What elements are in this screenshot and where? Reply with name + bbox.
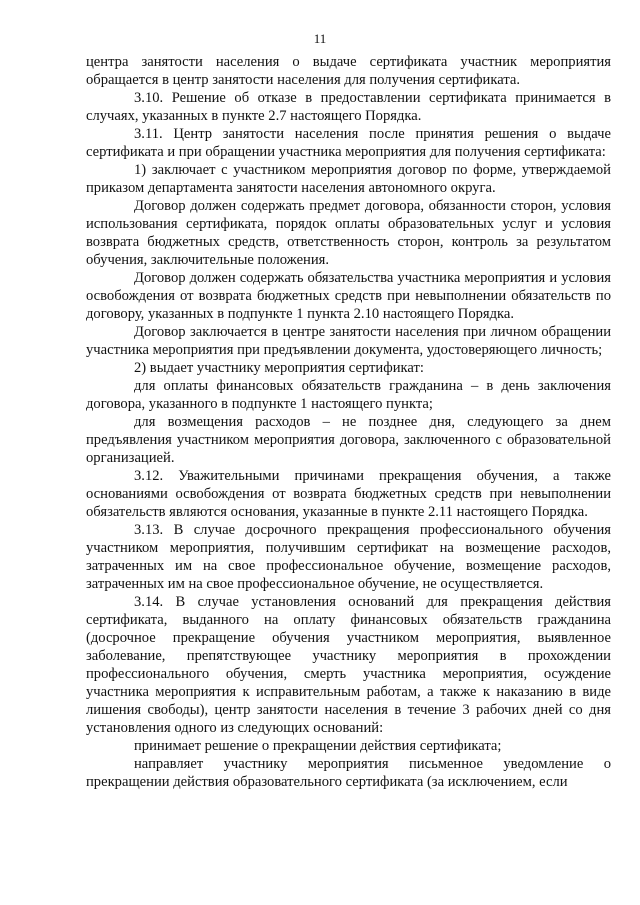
paragraph: для оплаты финансовых обязательств гражданина – в день заключения договора, указанного в подпункте 1 настоящего пункта; xyxy=(86,378,611,412)
paragraph: для возмещения расходов – не позднее дня, следующего за днем предъявления участником мероприятия договора, заключенного с образовательной организацией. xyxy=(86,414,611,466)
paragraph: 3.10. Решение об отказе в предоставлении сертификата принимается в случаях, указанных в пункте 2.7 настоящего Порядка. xyxy=(86,90,611,124)
document-body xyxy=(86,53,611,791)
paragraph: Договор должен содержать обязательства участника мероприятия и условия освобождения от возврата бюджетных средств при невыполнении обязательств по договору, указанных в подпункте 1 пункта 2.10 настоящего Порядка. xyxy=(86,270,611,322)
paragraph: 3.12. Уважительными причинами прекращения обучения, а также основаниями освобождения от возврата бюджетных средств при невыполнении обязательств являются основания, указанные в пункте 2.11 настоящего Порядка. xyxy=(86,468,611,520)
paragraph: центра занятости населения о выдаче сертификата участник мероприятия обращается в центр занятости населения для получения сертификата. xyxy=(86,54,611,88)
paragraph: принимает решение о прекращении действия сертификата; xyxy=(134,738,502,754)
paragraph: направляет участнику мероприятия письменное уведомление о прекращении действия образовательного сертификата (за исключением, если xyxy=(86,756,611,790)
paragraph: 1) заключает с участником мероприятия договор по форме, утверждаемой приказом департамента занятости населения автономного округа. xyxy=(86,162,611,196)
paragraph: 3.11. Центр занятости населения после принятия решения о выдаче сертификата и при обращении участника мероприятия для получения сертификата: xyxy=(86,126,611,160)
paragraph: 2) выдает участнику мероприятия сертификат: xyxy=(134,360,424,376)
paragraph: Договор должен содержать предмет договора, обязанности сторон, условия использования сертификата, порядок оплаты образовательных услуг и условия возврата бюджетных средств, ответственность сторон, контроль за результатом обучения, заключительные положения. xyxy=(86,198,611,268)
paragraph: Договор заключается в центре занятости населения при личном обращении участника мероприятия при предъявлении документа, удостоверяющего личность; xyxy=(86,324,611,358)
paragraph: 3.13. В случае досрочного прекращения профессионального обучения участником мероприятия, получившим сертификат на возмещение расходов, затраченных им на свое профессиональное обучение, возмещение расходов, затраченных им на свое профессиональное обучение, не осуществляется. xyxy=(86,522,611,592)
page-number: 11 xyxy=(313,31,327,46)
paragraph: 3.14. В случае установления оснований для прекращения действия сертификата, выданного на оплату финансовых обязательств гражданина (досрочное прекращение обучения участником мероприятия, выявленное заболевание, препятствующее участнику мероприятия в прохождении профессионального обучения, смерть участника мероприятия, осуждение участника мероприятия к исправительным работам, а также к наказанию в виде лишения свободы), центр занятости населения в течение 3 рабочих дней со дня установления одного из следующих оснований: xyxy=(86,594,611,736)
